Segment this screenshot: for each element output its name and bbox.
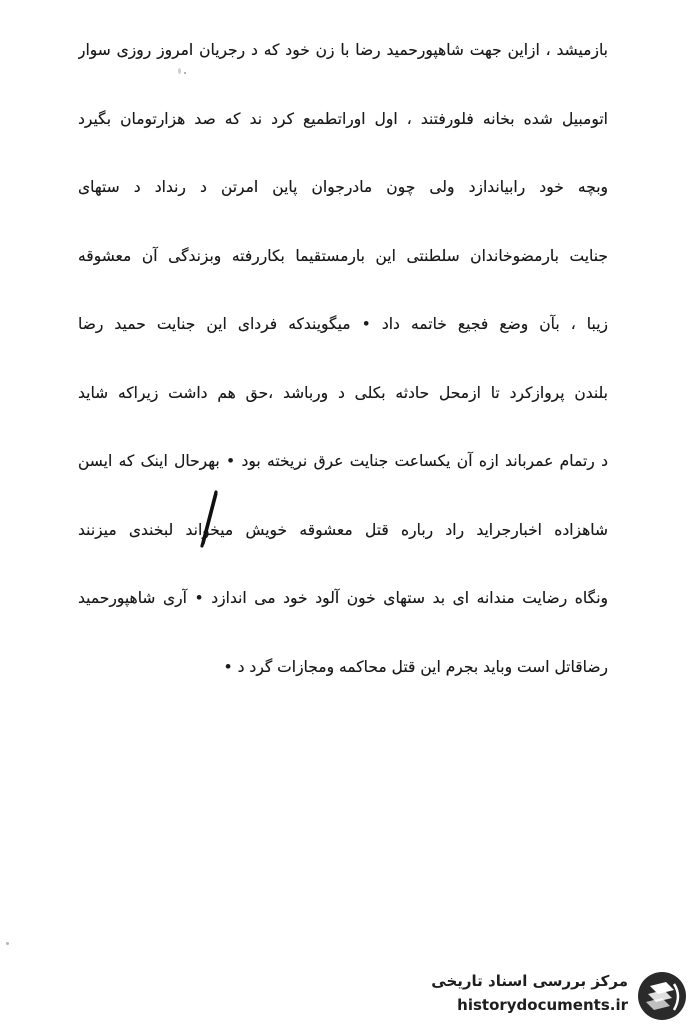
scan-speck <box>6 942 9 945</box>
handwritten-slash-mark <box>198 490 220 550</box>
text-line-8: شاهزاده اخبارجراید راد رباره قتل معشوقه خویش میخواند لبخندی میزنند <box>78 520 608 539</box>
archive-name: مرکز بررسی اسناد تاریخی <box>431 972 628 990</box>
text-line-5: زیبا ، بآن وضع فجیع خاتمه داد • میگویندکه فردای این جنایت حمید رضا <box>78 315 608 333</box>
archive-logo-icon <box>636 970 688 1022</box>
text-line-1: بازمیشد ، ازاین جهت شاهپورحمید رضا با زن خود که د رجریان امروز روزی سوار <box>78 41 608 59</box>
archive-website: historydocuments.ir <box>457 996 628 1014</box>
typed-text-body <box>78 30 608 715</box>
text-line-4: جنایت بارمضوخاندان سلطنتی این بارمستقیما بکاررفته وبزندگی آن معشوقه <box>78 246 608 265</box>
text-line-10: رضاقاتل است وباید بجرم این قتل محاکمه ومجازات گرد د • <box>223 657 608 676</box>
text-line-2: اتومبیل شده بخانه فلورفتند ، اول اوراتطمیع کرد ند که صد هزارتومان بگیرد <box>78 109 608 128</box>
scan-speck <box>178 68 181 74</box>
text-line-9: ونگاه رضایت مندانه ای بد ستهای خون آلود خود می اندازد • آری شاهپورحمید <box>78 589 608 607</box>
text-line-6: بلندن پروازکرد تا ازمحل حادثه بکلی د ورباشد ،حق هم داشت زیراکه شاید <box>78 383 608 402</box>
text-line-3: وبچه خود رابیاندازد ولی چون مادرجوان پاین امرتن د رنداد د ستهای <box>78 178 608 196</box>
archive-footer <box>398 966 688 1026</box>
text-line-7: د رتمام عمرباند ازه آن یکساعت جنایت عرق نریخته بود • بهرحال اینک که ایسن <box>78 452 608 470</box>
scan-speck <box>184 72 186 74</box>
